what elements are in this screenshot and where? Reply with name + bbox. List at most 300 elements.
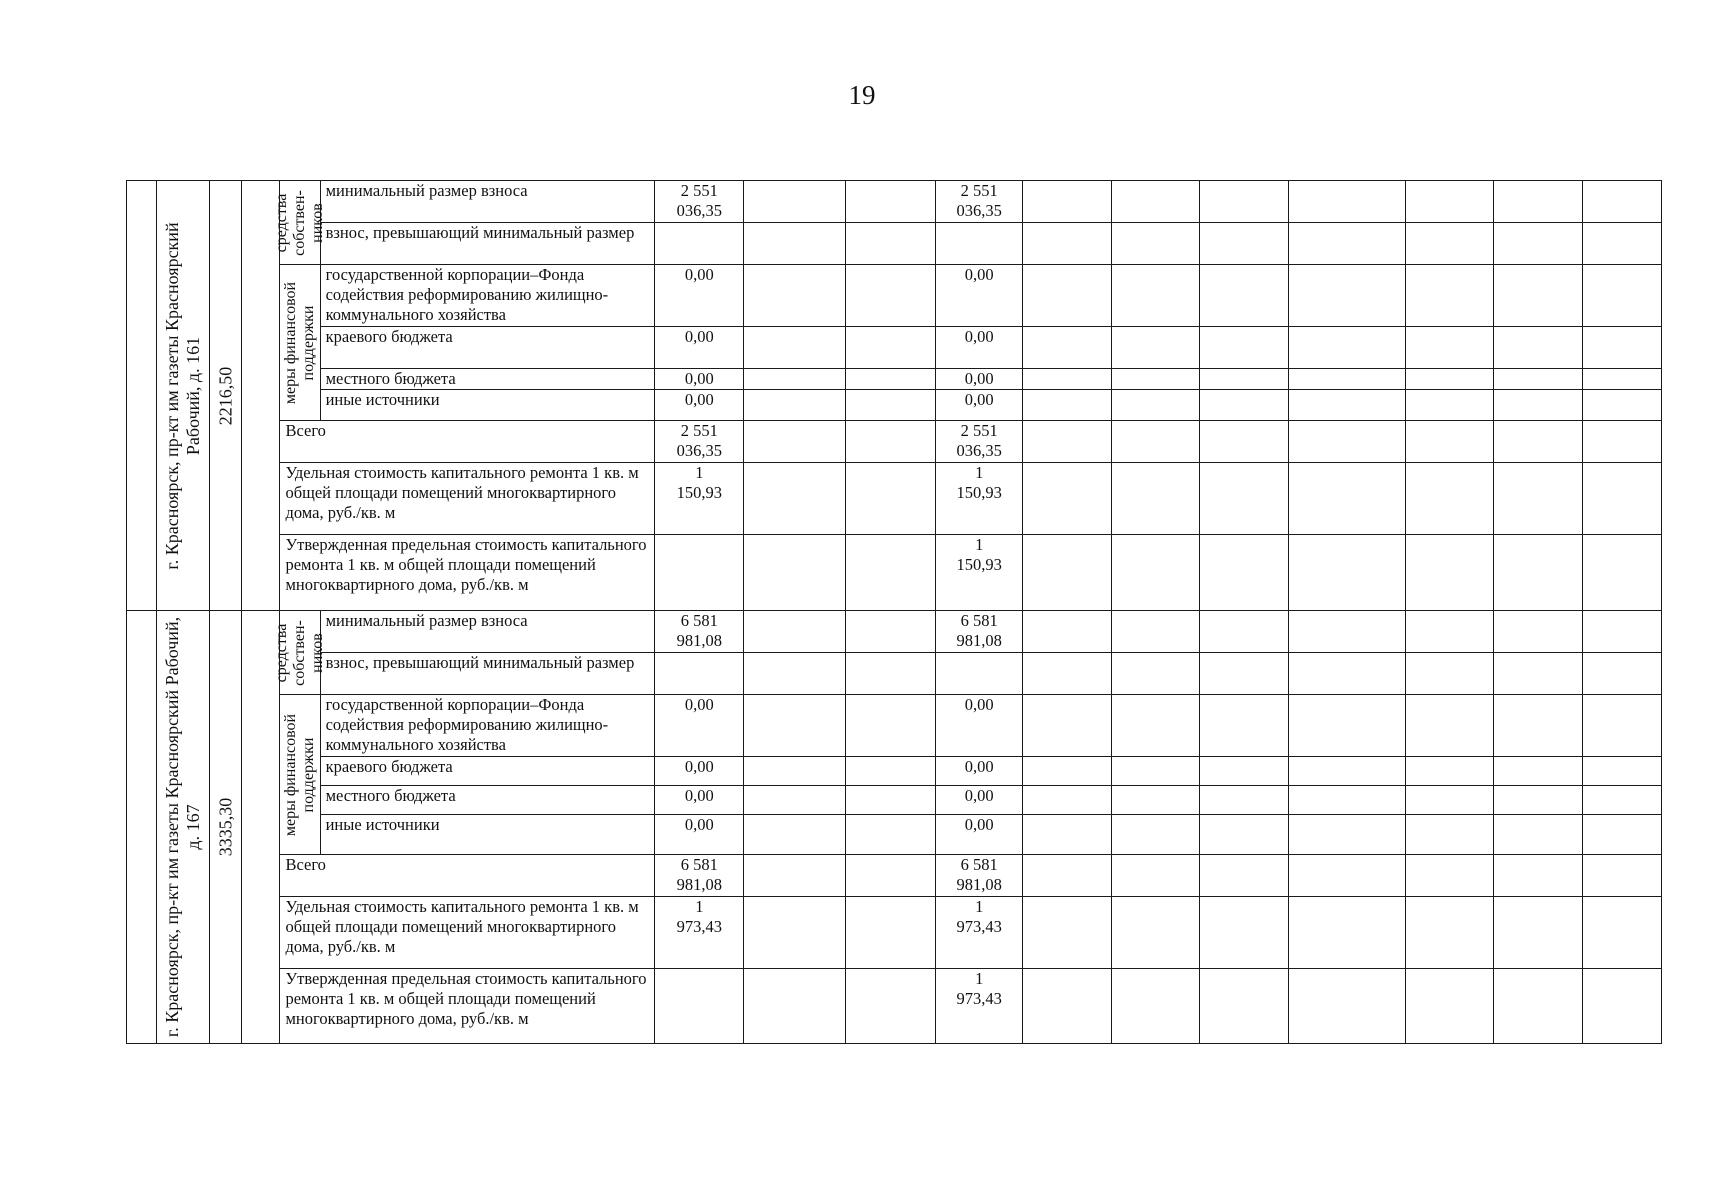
value-line: 0,00 <box>964 265 994 284</box>
value-cell <box>1582 897 1661 969</box>
value-line: 2 551 <box>680 181 718 200</box>
value-cell <box>1494 369 1582 390</box>
value-cell <box>1288 181 1405 223</box>
value-cell <box>1582 181 1661 223</box>
value-cell <box>1022 265 1111 327</box>
value-cell <box>1406 223 1494 265</box>
owners-group-cell-text <box>273 620 327 686</box>
value-cell <box>935 463 1022 535</box>
owners-group-cell-line: ников <box>309 202 327 243</box>
value-line: 036,35 <box>676 201 722 220</box>
value-cell <box>743 535 845 611</box>
table-row <box>127 421 1662 463</box>
support-group-cell-line: поддержки <box>300 305 318 380</box>
value-cell <box>1200 757 1288 786</box>
value-cell <box>743 897 845 969</box>
value-cell <box>935 815 1022 855</box>
value-line: 150,93 <box>956 483 1002 502</box>
value-cell <box>1200 327 1288 369</box>
value-cell <box>1022 535 1111 611</box>
row-label: взнос, превышающий минимальный размер <box>320 223 654 265</box>
value-cell <box>1200 223 1288 265</box>
value-cell <box>846 421 935 463</box>
value-line: 2 551 <box>960 421 998 440</box>
address-cell <box>157 611 210 1044</box>
address-cell-text <box>162 617 204 1037</box>
value-cell <box>846 786 935 815</box>
value-cell <box>1582 786 1661 815</box>
value-cell <box>1288 969 1405 1044</box>
address-cell-line: Рабочий, д. 161 <box>183 336 204 455</box>
value-line: 0,00 <box>964 815 994 834</box>
value-line: 0,00 <box>684 369 714 388</box>
value-line: 0,00 <box>964 390 994 409</box>
owners-group-cell-line: ников <box>309 632 327 673</box>
value-cell <box>1494 695 1582 757</box>
value-line: 981,08 <box>956 631 1002 650</box>
value-cell <box>1022 327 1111 369</box>
value-cell <box>846 223 935 265</box>
value-cell <box>935 897 1022 969</box>
value-line: 2 551 <box>960 181 998 200</box>
value-cell <box>1022 855 1111 897</box>
value-cell <box>1112 223 1200 265</box>
support-group-cell-text <box>282 713 318 835</box>
owners-group-cell-line: средства <box>273 623 291 682</box>
value-cell <box>846 757 935 786</box>
value-cell <box>1200 897 1288 969</box>
value-cell <box>654 535 743 611</box>
value-cell <box>846 611 935 653</box>
value-cell <box>1200 695 1288 757</box>
row-label: государственной корпорации–Фонда содействия реформированию жилищно-коммунального хозяйства <box>320 695 654 757</box>
value-cell <box>743 855 845 897</box>
value-line: 036,35 <box>956 441 1002 460</box>
value-cell <box>654 421 743 463</box>
row-label: минимальный размер взноса <box>320 181 654 223</box>
value-cell <box>654 327 743 369</box>
table-row <box>127 855 1662 897</box>
value-cell <box>743 815 845 855</box>
value-cell <box>846 535 935 611</box>
value-cell <box>1494 265 1582 327</box>
value-cell <box>654 181 743 223</box>
value-line: 6 581 <box>680 855 718 874</box>
value-cell <box>846 265 935 327</box>
row-label: краевого бюджета <box>320 757 654 786</box>
value-cell <box>654 786 743 815</box>
value-cell <box>743 786 845 815</box>
table-row <box>127 815 1662 855</box>
value-cell <box>1288 695 1405 757</box>
value-line: 1 <box>695 463 704 482</box>
value-cell <box>935 390 1022 421</box>
table-row <box>127 969 1662 1044</box>
value-line: 0,00 <box>964 695 994 714</box>
value-line: 036,35 <box>676 441 722 460</box>
value-cell <box>1494 969 1582 1044</box>
value-cell <box>846 369 935 390</box>
value-cell <box>743 390 845 421</box>
value-cell <box>1288 786 1405 815</box>
value-cell <box>1288 653 1405 695</box>
value-line: 981,08 <box>676 875 722 894</box>
owners-group-cell-line: средства <box>273 193 291 252</box>
value-cell <box>1200 181 1288 223</box>
value-cell <box>1200 390 1288 421</box>
value-cell <box>1406 855 1494 897</box>
value-cell <box>1494 327 1582 369</box>
support-group-cell-line: меры финансовой <box>282 281 300 404</box>
value-cell <box>743 695 845 757</box>
value-cell <box>1022 786 1111 815</box>
value-line: 973,43 <box>956 917 1002 936</box>
value-line: 981,08 <box>956 875 1002 894</box>
address-cell-line: г. Красноярск, пр-кт им газеты Красноярский <box>162 221 183 570</box>
value-cell <box>1022 897 1111 969</box>
value-cell <box>1022 653 1111 695</box>
value-cell <box>654 757 743 786</box>
value-cell <box>1406 535 1494 611</box>
blank-cell <box>127 611 157 1044</box>
support-group-cell <box>280 695 320 855</box>
value-cell <box>846 969 935 1044</box>
value-cell <box>1022 421 1111 463</box>
value-cell <box>1582 223 1661 265</box>
value-line: 0,00 <box>684 786 714 805</box>
value-cell <box>654 611 743 653</box>
table-row <box>127 390 1662 421</box>
row-label: иные источники <box>320 390 654 421</box>
owners-group-cell-text <box>273 190 327 256</box>
value-line: 150,93 <box>676 483 722 502</box>
value-cell <box>1200 815 1288 855</box>
value-cell <box>1288 369 1405 390</box>
value-cell <box>1112 695 1200 757</box>
value-cell <box>846 463 935 535</box>
value-cell <box>1112 535 1200 611</box>
value-cell <box>1200 265 1288 327</box>
value-cell <box>1200 786 1288 815</box>
value-cell <box>1288 535 1405 611</box>
value-cell <box>1112 786 1200 815</box>
value-cell <box>1288 327 1405 369</box>
value-line: 6 581 <box>680 611 718 630</box>
value-cell <box>1200 653 1288 695</box>
value-cell <box>935 695 1022 757</box>
support-group-cell-text <box>282 281 318 403</box>
value-cell <box>1022 611 1111 653</box>
value-cell <box>846 390 935 421</box>
value-cell <box>1112 653 1200 695</box>
table-row <box>127 757 1662 786</box>
value-cell <box>1112 327 1200 369</box>
value-line: 0,00 <box>684 757 714 776</box>
value-line: 036,35 <box>956 201 1002 220</box>
value-cell <box>1494 223 1582 265</box>
value-cell <box>1288 611 1405 653</box>
value-cell <box>1406 611 1494 653</box>
row-label: Удельная стоимость капитального ремонта 1 кв. м общей площади помещений многоквартирного дома, руб./кв. м <box>280 897 654 969</box>
table-row <box>127 265 1662 327</box>
value-cell <box>1112 897 1200 969</box>
value-cell <box>654 265 743 327</box>
value-cell <box>1494 897 1582 969</box>
value-line: 2 551 <box>680 421 718 440</box>
address-cell <box>157 181 210 611</box>
value-cell <box>1582 695 1661 757</box>
value-cell <box>1582 611 1661 653</box>
value-line: 0,00 <box>964 757 994 776</box>
value-cell <box>1200 421 1288 463</box>
value-cell <box>1494 463 1582 535</box>
value-cell <box>1406 181 1494 223</box>
value-cell <box>1406 390 1494 421</box>
value-cell <box>1582 463 1661 535</box>
table-row <box>127 535 1662 611</box>
value-cell <box>1494 815 1582 855</box>
value-cell <box>654 969 743 1044</box>
row-label: Всего <box>280 855 654 897</box>
area-cell-text <box>215 798 236 857</box>
value-cell <box>743 223 845 265</box>
value-cell <box>846 327 935 369</box>
blank-cell <box>127 181 157 611</box>
value-cell <box>1200 369 1288 390</box>
value-cell <box>654 223 743 265</box>
table-row <box>127 695 1662 757</box>
value-cell <box>1406 463 1494 535</box>
capital-repair-table <box>126 180 1662 1044</box>
owners-group-cell-line: собствен- <box>291 189 309 256</box>
value-cell <box>1112 421 1200 463</box>
value-cell <box>743 611 845 653</box>
table-row <box>127 611 1662 653</box>
table-row <box>127 897 1662 969</box>
value-cell <box>1406 369 1494 390</box>
value-cell <box>1112 369 1200 390</box>
page-number: 19 <box>848 80 876 110</box>
table-row <box>127 327 1662 369</box>
value-cell <box>935 653 1022 695</box>
value-cell <box>654 390 743 421</box>
table-body <box>127 181 1662 1044</box>
table-row <box>127 223 1662 265</box>
value-line: 150,93 <box>956 555 1002 574</box>
value-cell <box>1494 421 1582 463</box>
value-cell <box>1494 653 1582 695</box>
row-label: краевого бюджета <box>320 327 654 369</box>
value-cell <box>654 695 743 757</box>
support-group-cell <box>280 265 320 421</box>
value-cell <box>1288 223 1405 265</box>
value-cell <box>1494 611 1582 653</box>
value-line: 6 581 <box>960 611 998 630</box>
value-cell <box>1022 695 1111 757</box>
table-row <box>127 786 1662 815</box>
value-cell <box>1494 390 1582 421</box>
table-row <box>127 181 1662 223</box>
value-cell <box>1406 897 1494 969</box>
value-cell <box>743 181 845 223</box>
value-cell <box>1582 815 1661 855</box>
value-cell <box>1406 653 1494 695</box>
value-cell <box>1022 223 1111 265</box>
area-cell <box>210 611 242 1044</box>
value-cell <box>743 757 845 786</box>
value-cell <box>654 897 743 969</box>
value-line: 973,43 <box>956 989 1002 1008</box>
row-label: Всего <box>280 421 654 463</box>
value-cell <box>935 757 1022 786</box>
value-line: 0,00 <box>684 390 714 409</box>
value-cell <box>846 181 935 223</box>
value-cell <box>1200 855 1288 897</box>
value-line: 0,00 <box>964 786 994 805</box>
value-cell <box>1022 815 1111 855</box>
value-line: 1 <box>695 897 704 916</box>
value-line: 0,00 <box>684 265 714 284</box>
value-cell <box>1200 611 1288 653</box>
value-cell <box>654 653 743 695</box>
value-cell <box>1112 969 1200 1044</box>
value-cell <box>1406 695 1494 757</box>
value-cell <box>1406 757 1494 786</box>
value-line: 0,00 <box>964 369 994 388</box>
row-label: государственной корпорации–Фонда содействия реформированию жилищно-коммунального хозяйства <box>320 265 654 327</box>
value-cell <box>1582 421 1661 463</box>
value-cell <box>1022 181 1111 223</box>
value-cell <box>846 653 935 695</box>
value-line: 981,08 <box>676 631 722 650</box>
value-cell <box>1582 855 1661 897</box>
area-cell-line: 2216,50 <box>215 366 236 425</box>
value-cell <box>1406 786 1494 815</box>
value-cell <box>846 897 935 969</box>
value-cell <box>935 535 1022 611</box>
value-cell <box>1288 815 1405 855</box>
value-cell <box>743 265 845 327</box>
value-cell <box>935 421 1022 463</box>
row-label: минимальный размер взноса <box>320 611 654 653</box>
value-line: 1 <box>975 463 984 482</box>
value-cell <box>1406 265 1494 327</box>
value-cell <box>1406 815 1494 855</box>
value-cell <box>654 463 743 535</box>
value-cell <box>743 327 845 369</box>
value-cell <box>1112 463 1200 535</box>
value-cell <box>1288 855 1405 897</box>
row-label: взнос, превышающий минимальный размер <box>320 653 654 695</box>
area-cell-text <box>215 366 236 425</box>
value-cell <box>654 855 743 897</box>
address-cell-line: д. 167 <box>183 804 204 850</box>
table-row <box>127 463 1662 535</box>
value-cell <box>743 969 845 1044</box>
value-cell <box>1494 855 1582 897</box>
value-cell <box>935 369 1022 390</box>
value-cell <box>1022 463 1111 535</box>
row-label: Утвержденная предельная стоимость капитального ремонта 1 кв. м общей площади помещений многоквартирного дома, руб./кв. м <box>280 535 654 611</box>
value-cell <box>1582 969 1661 1044</box>
value-cell <box>1582 327 1661 369</box>
row-label: иные источники <box>320 815 654 855</box>
value-cell <box>743 369 845 390</box>
value-cell <box>1494 535 1582 611</box>
value-cell <box>743 421 845 463</box>
value-line: 0,00 <box>684 327 714 346</box>
table-row <box>127 653 1662 695</box>
value-cell <box>1288 897 1405 969</box>
value-cell <box>1112 611 1200 653</box>
owners-group-cell <box>273 611 327 695</box>
value-cell <box>1022 969 1111 1044</box>
owners-group-cell <box>273 181 327 265</box>
value-cell <box>1022 369 1111 390</box>
value-cell <box>935 223 1022 265</box>
value-cell <box>935 181 1022 223</box>
value-cell <box>1200 969 1288 1044</box>
value-cell <box>1022 757 1111 786</box>
area-cell <box>210 181 242 611</box>
value-cell <box>1288 757 1405 786</box>
value-cell <box>1582 265 1661 327</box>
value-cell <box>1406 969 1494 1044</box>
value-cell <box>743 653 845 695</box>
value-cell <box>1112 815 1200 855</box>
value-cell <box>846 695 935 757</box>
value-cell <box>743 463 845 535</box>
value-cell <box>1112 390 1200 421</box>
value-cell <box>935 611 1022 653</box>
row-label: местного бюджета <box>320 369 654 390</box>
owners-group-cell-line: собствен- <box>291 619 309 686</box>
value-cell <box>1200 463 1288 535</box>
value-line: 1 <box>975 897 984 916</box>
support-group-cell-line: меры финансовой <box>282 713 300 836</box>
value-line: 973,43 <box>676 917 722 936</box>
value-cell <box>1582 535 1661 611</box>
value-cell <box>846 815 935 855</box>
value-line: 6 581 <box>960 855 998 874</box>
value-cell <box>935 265 1022 327</box>
area-cell-line: 3335,30 <box>215 797 236 857</box>
value-cell <box>935 786 1022 815</box>
value-cell <box>1582 390 1661 421</box>
value-cell <box>1582 653 1661 695</box>
value-cell <box>654 369 743 390</box>
value-line: 1 <box>975 969 984 988</box>
value-cell <box>1112 265 1200 327</box>
address-cell-text <box>162 222 204 569</box>
value-cell <box>1494 757 1582 786</box>
value-cell <box>1022 390 1111 421</box>
value-cell <box>1494 786 1582 815</box>
address-cell-line: г. Красноярск, пр-кт им газеты Красноярский Рабочий, <box>162 616 183 1038</box>
value-cell <box>1200 535 1288 611</box>
value-cell <box>1406 327 1494 369</box>
value-cell <box>1112 855 1200 897</box>
value-cell <box>1288 463 1405 535</box>
value-line: 0,00 <box>964 327 994 346</box>
row-label: Утвержденная предельная стоимость капитального ремонта 1 кв. м общей площади помещений многоквартирного дома, руб./кв. м <box>280 969 654 1044</box>
value-cell <box>1582 757 1661 786</box>
value-cell <box>654 815 743 855</box>
value-cell <box>1288 421 1405 463</box>
value-cell <box>935 327 1022 369</box>
value-line: 0,00 <box>684 695 714 714</box>
value-cell <box>935 855 1022 897</box>
